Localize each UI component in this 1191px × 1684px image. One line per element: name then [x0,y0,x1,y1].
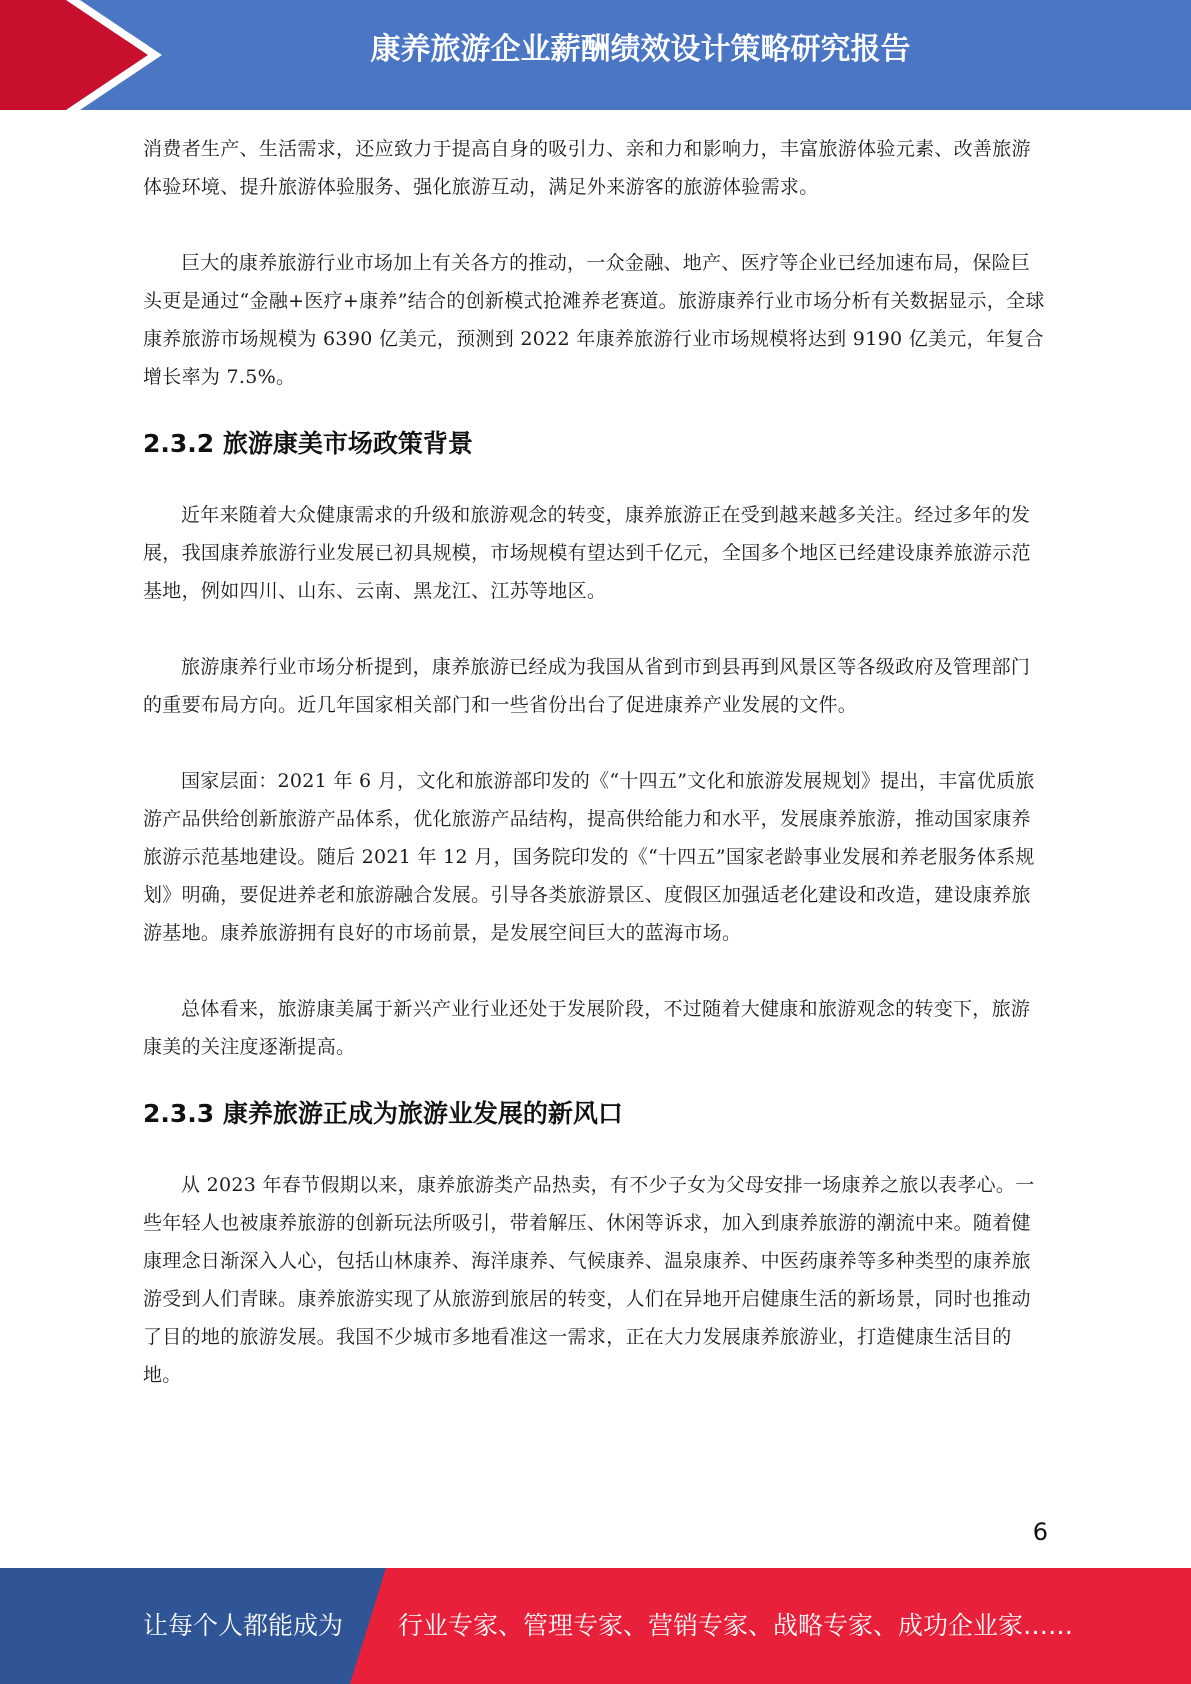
paragraph-continued: 消费者生产、生活需求，还应致力于提高自身的吸引力、亲和力和影响力，丰富旅游体验元素、改善旅游体验环境、提升旅游体验服务、强化旅游互动，满足外来游客的旅游体验需求。 [143,138,1031,198]
paragraph-summary: 总体看来，旅游康美属于新兴产业行业还处于发展阶段，不过随着大健康和旅游观念的转变下，旅游康美的关注度逐渐提高。 [143,998,1031,1058]
paragraph-new-trend: 从 2023 年春节假期以来，康养旅游类产品热卖，有不少子女为父母安排一场康养之旅以表孝心。一些年轻人也被康养旅游的创新玩法所吸引，带着解压、休闲等诉求，加入到康养旅游的潮流中来。随着健康理念日渐深入人心，包括山林康养、海洋康养、气候康养、温泉康养、中医药康养等多种类型的康养旅游受到人们青睐。康养旅游实现了从旅游到旅居的转变，人们在异地开启健康生活的新场景，同时也推动了目的地的旅游发展。我国不少城市多地看准这一需求，正在大力发展康养旅游业，打造健康生活目的地。 [143,1174,1035,1386]
page-number: 6 [1032,1518,1048,1546]
section-heading-2-3-2: 2.3.2 旅游康美市场政策背景 [143,429,473,458]
header-title: 康养旅游企业薪酬绩效设计策略研究报告 [370,32,911,67]
paragraph-national-level: 国家层面：2021 年 6 月，文化和旅游部印发的《“十四五”文化和旅游发展规划》提出，丰富优质旅游产品供给创新旅游产品体系，优化旅游产品结构，提高供给能力和水平，发展康养旅游，推动国家康养旅游示范基地建设。随后 2021 年 12 月，国务院印发的《“十四五”国家老龄事业发展和养老服务体系规划》明确，要促进养老和旅游融合发展。引导各类旅游景区、度假区加强适老化建设和改造，建设康养旅游基地。康养旅游拥有良好的市场前景，是发展空间巨大的蓝海市场。 [143,770,1035,944]
section-heading-2-3-3: 2.3.3 康养旅游正成为旅游业发展的新风口 [143,1099,623,1128]
page-footer [0,1568,1191,1684]
paragraph-development: 近年来随着大众健康需求的升级和旅游观念的转变，康养旅游正在受到越来越多关注。经过多年的发展，我国康养旅游行业发展已初具规模，市场规模有望达到千亿元，全国多个地区已经建设康养旅游示范基地，例如四川、山东、云南、黑龙江、江苏等地区。 [143,504,1031,602]
document-body [143,130,1048,1394]
page-header [0,0,1191,110]
paragraph-market-scale: 巨大的康养旅游行业市场加上有关各方的推动，一众金融、地产、医疗等企业已经加速布局，保险巨头更是通过“金融+医疗+康养”结合的创新模式抢滩养老赛道。旅游康养行业市场分析有关数据显示，全球康养旅游市场规模为 6390 亿美元，预测到 2022 年康养旅游行业市场规模将达到 9190 亿美元，年复合增长率为 7.5%。 [143,252,1045,388]
paragraph-policy-direction: 旅游康养行业市场分析提到，康养旅游已经成为我国从省到市到县再到风景区等各级政府及管理部门的重要布局方向。近几年国家相关部门和一些省份出台了促进康养产业发展的文件。 [143,656,1031,716]
footer-slogan-left: 让每个人都能成为 [143,1611,344,1640]
footer-slogan-right: 行业专家、管理专家、营销专家、战略专家、成功企业家…… [398,1611,1074,1640]
